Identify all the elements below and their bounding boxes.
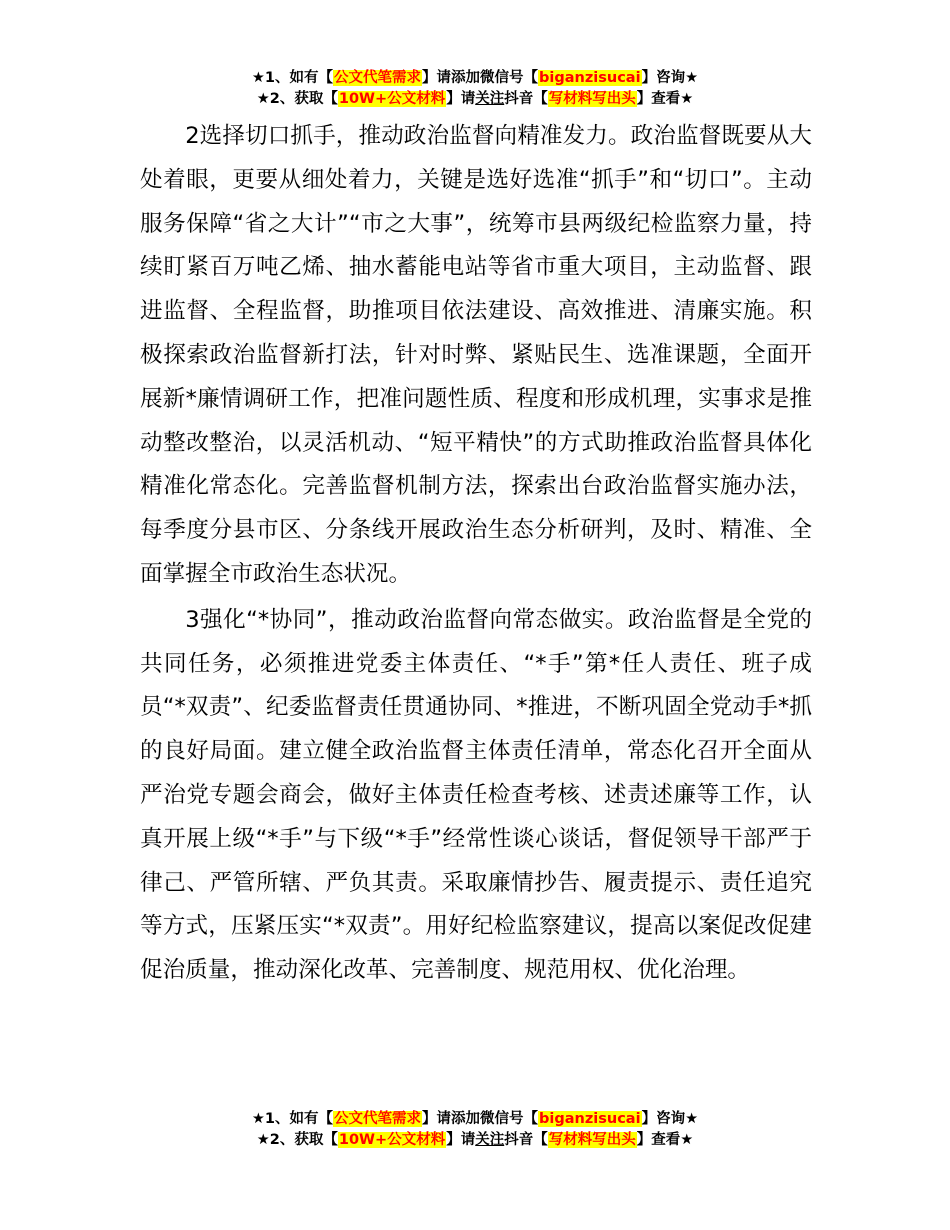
- footer-line-2-prefix: ★2、获取【: [256, 1132, 338, 1148]
- footer-banner: [0, 1109, 950, 1151]
- header-line-1-text-2: 微信号【: [480, 70, 539, 86]
- footer-line-1-text: 】请: [422, 1111, 452, 1127]
- footer-line-2-suffix: 】查看★: [636, 1132, 694, 1148]
- footer-ghostwriting-highlight: 公文代笔需求: [334, 1111, 422, 1127]
- header-line-1-text: 】请: [422, 70, 452, 86]
- footer-line-1-text-2: 微信号【: [480, 1111, 539, 1127]
- footer-line-1: [0, 1109, 950, 1130]
- document-body: [140, 115, 812, 995]
- header-line-2-emphasis: 关注: [475, 91, 505, 107]
- wechat-id-highlight: biganzisucai: [539, 70, 641, 86]
- footer-douyin-account-highlight: 写材料写出头: [548, 1132, 636, 1148]
- header-line-2-suffix: 】查看★: [636, 91, 694, 107]
- header-line-2: [0, 89, 950, 110]
- ghostwriting-highlight: 公文代笔需求: [334, 70, 422, 86]
- header-line-2-text: 】请: [446, 91, 476, 107]
- header-banner: [0, 68, 950, 110]
- materials-highlight: 10W+公文材料: [338, 91, 446, 107]
- header-line-1: [0, 68, 950, 89]
- header-line-1-emphasis: 添加: [451, 70, 481, 86]
- footer-line-1-emphasis: 添加: [451, 1111, 481, 1127]
- footer-line-2: [0, 1130, 950, 1151]
- footer-line-2-text: 】请: [446, 1132, 476, 1148]
- douyin-account-highlight: 写材料写出头: [548, 91, 636, 107]
- footer-line-1-suffix: 】咨询★: [641, 1111, 699, 1127]
- footer-materials-highlight: 10W+公文材料: [338, 1132, 446, 1148]
- footer-wechat-id-highlight: biganzisucai: [539, 1111, 641, 1127]
- header-line-1-prefix: ★1、如有【: [251, 70, 334, 86]
- footer-line-2-text-2: 抖音【: [504, 1132, 548, 1148]
- header-line-2-text-2: 抖音【: [504, 91, 548, 107]
- header-line-2-prefix: ★2、获取【: [256, 91, 338, 107]
- footer-line-1-prefix: ★1、如有【: [251, 1111, 334, 1127]
- header-line-1-suffix: 】咨询★: [641, 70, 699, 86]
- paragraph-precise-supervision: 2选择切口抓手，推动政治监督向精准发力。政治监督既要从大处着眼，更要从细处着力，关键是选好选准“抓手”和“切口”。主动服务保障“省之大计”“市之大事”，统筹市县两级纪检监察力量，持续盯紧百万吨乙烯、抽水蓄能电站等省市重大项目，主动监督、跟进监督、全程监督，助推项目依法建设、高效推进、清廉实施。积极探索政治监督新打法，针对时弊、紧贴民生、选准课题，全面开展新*廉情调研工作，把准问题性质、程度和形成机理，实事求是推动整改整治，以灵活机动、“短平精快”的方式助推政治监督具体化精准化常态化。完善监督机制方法，探索出台政治监督实施办法，每季度分县市区、分条线开展政治生态分析研判，及时、精准、全面掌握全市政治生态状况。: [140, 123, 812, 587]
- paragraph-coordination: 3强化“*协同”，推动政治监督向常态做实。政治监督是全党的共同任务，必须推进党委主体责任、“*手”第*任人责任、班子成员“*双责”、纪委监督责任贯通协同、*推进，不断巩固全党动手*抓的良好局面。建立健全政治监督主体责任清单，常态化召开全面从严治党专题会商会，做好主体责任检查考核、述责述廉等工作，认真开展上级“*手”与下级“*手”经常性谈心谈话，督促领导干部严于律己、严管所辖、严负其责。采取廉情抄告、履责提示、责任追究等方式，压紧压实“*双责”。用好纪检监察建议，提高以案促改促建促治质量，推动深化改革、完善制度、规范用权、优化治理。: [140, 606, 812, 984]
- footer-line-2-emphasis: 关注: [475, 1132, 505, 1148]
